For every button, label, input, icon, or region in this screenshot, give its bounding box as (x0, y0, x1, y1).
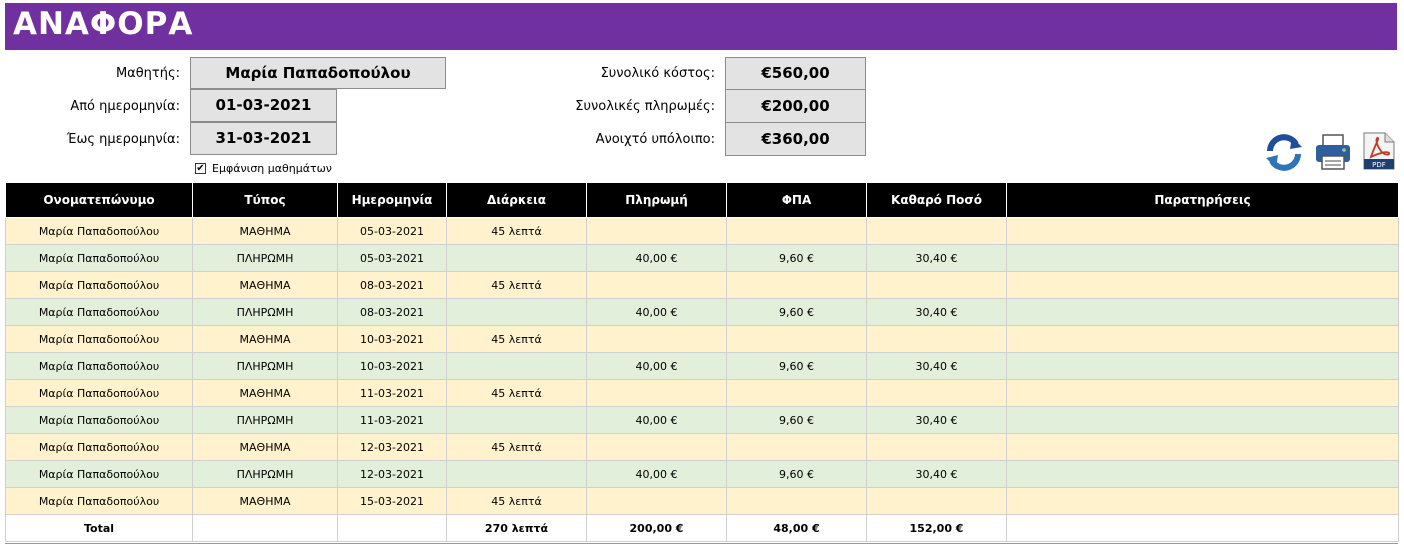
cell-notes[interactable] (1007, 245, 1399, 272)
column-header-notes: Παρατηρήσεις (1007, 183, 1399, 218)
cell-payment[interactable] (587, 488, 727, 515)
total-cell-duration: 270 λεπτά (447, 515, 587, 542)
total-payments-value: €200,00 (725, 89, 866, 123)
cell-name[interactable]: Μαρία Παπαδοπούλου (6, 245, 193, 272)
cell-date[interactable]: 08-03-2021 (338, 272, 447, 299)
cell-notes[interactable] (1007, 461, 1399, 488)
cell-notes[interactable] (1007, 299, 1399, 326)
table-row (6, 326, 1399, 353)
cell-vat[interactable] (727, 326, 867, 353)
cell-date[interactable]: 10-03-2021 (338, 326, 447, 353)
cell-payment[interactable]: 40,00 € (587, 299, 727, 326)
column-header-payment: Πληρωμή (587, 183, 727, 218)
cell-type[interactable]: ΠΛΗΡΩΜΗ (193, 407, 338, 434)
table-row (6, 407, 1399, 434)
total-cell-type (193, 515, 338, 542)
table-row (6, 488, 1399, 515)
cell-date[interactable]: 12-03-2021 (338, 434, 447, 461)
table-row (6, 218, 1399, 245)
cell-type[interactable]: ΠΛΗΡΩΜΗ (193, 245, 338, 272)
cell-vat[interactable] (727, 218, 867, 245)
cell-duration[interactable]: 45 λεπτά (447, 380, 587, 407)
cell-notes[interactable] (1007, 272, 1399, 299)
total-cell-name: Total (6, 515, 193, 542)
cell-payment[interactable] (587, 326, 727, 353)
cell-name[interactable]: Μαρία Παπαδοπούλου (6, 326, 193, 353)
cell-duration[interactable]: 45 λεπτά (447, 272, 587, 299)
table-header-row (6, 183, 1399, 218)
total-cost-value: €560,00 (725, 57, 866, 90)
cell-date[interactable]: 08-03-2021 (338, 299, 447, 326)
cell-type[interactable]: ΜΑΘΗΜΑ (193, 218, 338, 245)
show-lessons-checkbox[interactable]: ✔ (196, 163, 205, 174)
total-payments-label: Συνολικές πληρωμές: (575, 99, 715, 114)
cell-duration[interactable] (447, 407, 587, 434)
cell-payment[interactable]: 40,00 € (587, 461, 727, 488)
cell-type[interactable]: ΜΑΘΗΜΑ (193, 434, 338, 461)
cell-name[interactable]: Μαρία Παπαδοπούλου (6, 488, 193, 515)
printer-icon[interactable] (1313, 133, 1353, 171)
cell-name[interactable]: Μαρία Παπαδοπούλου (6, 434, 193, 461)
cell-net[interactable]: 30,40 € (867, 407, 1007, 434)
report-title-bar (5, 3, 1397, 50)
cell-notes[interactable] (1007, 326, 1399, 353)
cell-payment[interactable]: 40,00 € (587, 245, 727, 272)
table-row (6, 272, 1399, 299)
student-field[interactable]: Μαρία Παπαδοπούλου (190, 57, 446, 89)
cell-notes[interactable] (1007, 434, 1399, 461)
report-table (5, 183, 1399, 542)
table-row (6, 299, 1399, 326)
table-row (6, 461, 1399, 488)
column-header-date: Ημερομηνία (338, 183, 447, 218)
cell-date[interactable]: 15-03-2021 (338, 488, 447, 515)
cell-name[interactable]: Μαρία Παπαδοπούλου (6, 407, 193, 434)
cell-duration[interactable]: 45 λεπτά (447, 488, 587, 515)
cell-vat[interactable]: 9,60 € (727, 407, 867, 434)
cell-net[interactable]: 30,40 € (867, 299, 1007, 326)
open-balance-value: €360,00 (725, 122, 866, 156)
table-row (6, 380, 1399, 407)
from-date-label: Από ημερομηνία: (70, 99, 180, 114)
cell-payment[interactable] (587, 380, 727, 407)
cell-date[interactable]: 05-03-2021 (338, 218, 447, 245)
cell-net[interactable]: 30,40 € (867, 461, 1007, 488)
cell-date[interactable]: 12-03-2021 (338, 461, 447, 488)
cell-duration[interactable] (447, 353, 587, 380)
cell-duration[interactable]: 45 λεπτά (447, 434, 587, 461)
cell-vat[interactable] (727, 434, 867, 461)
cell-vat[interactable]: 9,60 € (727, 353, 867, 380)
cell-type[interactable]: ΜΑΘΗΜΑ (193, 380, 338, 407)
cell-date[interactable]: 11-03-2021 (338, 407, 447, 434)
cell-net[interactable] (867, 272, 1007, 299)
cell-type[interactable]: ΜΑΘΗΜΑ (193, 488, 338, 515)
cell-date[interactable]: 11-03-2021 (338, 380, 447, 407)
cell-payment[interactable] (587, 272, 727, 299)
total-cell-vat: 48,00 € (727, 515, 867, 542)
column-header-net: Καθαρό Ποσό (867, 183, 1007, 218)
cell-net[interactable] (867, 434, 1007, 461)
column-header-vat: ΦΠΑ (727, 183, 867, 218)
cell-vat[interactable] (727, 380, 867, 407)
cell-net[interactable] (867, 326, 1007, 353)
cell-payment[interactable] (587, 218, 727, 245)
from-date-field[interactable]: 01-03-2021 (190, 89, 337, 122)
cell-duration[interactable] (447, 299, 587, 326)
open-balance-label: Ανοιχτό υπόλοιπο: (595, 132, 715, 147)
total-cost-label: Συνολικό κόστος: (600, 66, 715, 81)
student-label: Μαθητής: (115, 66, 180, 81)
cell-date[interactable]: 10-03-2021 (338, 353, 447, 380)
cell-name[interactable]: Μαρία Παπαδοπούλου (6, 380, 193, 407)
column-header-name: Ονοματεπώνυμο (6, 183, 193, 218)
cell-date[interactable]: 05-03-2021 (338, 245, 447, 272)
cell-vat[interactable]: 9,60 € (727, 461, 867, 488)
cell-vat[interactable]: 9,60 € (727, 299, 867, 326)
table-total-row (6, 515, 1399, 542)
cell-notes[interactable] (1007, 380, 1399, 407)
total-cell-date (338, 515, 447, 542)
cell-name[interactable]: Μαρία Παπαδοπούλου (6, 299, 193, 326)
cell-notes[interactable] (1007, 407, 1399, 434)
cell-notes[interactable] (1007, 353, 1399, 380)
cell-net[interactable] (867, 488, 1007, 515)
cell-type[interactable]: ΜΑΘΗΜΑ (193, 326, 338, 353)
pdf-icon-text: PDF (1372, 161, 1386, 169)
cell-net[interactable] (867, 218, 1007, 245)
cell-duration[interactable]: 45 λεπτά (447, 326, 587, 353)
column-header-type: Τύπος (193, 183, 338, 218)
table-bottom-border (5, 543, 1398, 544)
refresh-icon[interactable] (1262, 133, 1306, 171)
cell-net[interactable] (867, 380, 1007, 407)
cell-payment[interactable]: 40,00 € (587, 353, 727, 380)
cell-payment[interactable] (587, 434, 727, 461)
cell-vat[interactable] (727, 272, 867, 299)
show-lessons-label: Εμφάνιση μαθημάτων (212, 162, 332, 175)
cell-name[interactable]: Μαρία Παπαδοπούλου (6, 461, 193, 488)
cell-notes[interactable] (1007, 218, 1399, 245)
table-row (6, 245, 1399, 272)
to-date-field[interactable]: 31-03-2021 (190, 122, 337, 155)
cell-payment[interactable]: 40,00 € (587, 407, 727, 434)
cell-duration[interactable]: 45 λεπτά (447, 218, 587, 245)
cell-type[interactable]: ΜΑΘΗΜΑ (193, 272, 338, 299)
total-cell-net: 152,00 € (867, 515, 1007, 542)
cell-name[interactable]: Μαρία Παπαδοπούλου (6, 218, 193, 245)
column-header-duration: Διάρκεια (447, 183, 587, 218)
cell-duration[interactable] (447, 245, 587, 272)
cell-vat[interactable]: 9,60 € (727, 245, 867, 272)
cell-net[interactable]: 30,40 € (867, 245, 1007, 272)
cell-duration[interactable] (447, 461, 587, 488)
cell-vat[interactable] (727, 488, 867, 515)
cell-notes[interactable] (1007, 488, 1399, 515)
cell-type[interactable]: ΠΛΗΡΩΜΗ (193, 461, 338, 488)
cell-type[interactable]: ΠΛΗΡΩΜΗ (193, 353, 338, 380)
cell-type[interactable]: ΠΛΗΡΩΜΗ (193, 299, 338, 326)
total-cell-payment: 200,00 € (587, 515, 727, 542)
to-date-label: Έως ημερομηνία: (66, 132, 180, 147)
cell-net[interactable]: 30,40 € (867, 353, 1007, 380)
table-row (6, 434, 1399, 461)
pdf-icon[interactable] (1361, 131, 1397, 171)
table-row (6, 353, 1399, 380)
total-cell-notes (1007, 515, 1399, 542)
cell-name[interactable]: Μαρία Παπαδοπούλου (6, 353, 193, 380)
report-title: ΑΝΑΦΟΡΑ (13, 6, 194, 42)
cell-name[interactable]: Μαρία Παπαδοπούλου (6, 272, 193, 299)
